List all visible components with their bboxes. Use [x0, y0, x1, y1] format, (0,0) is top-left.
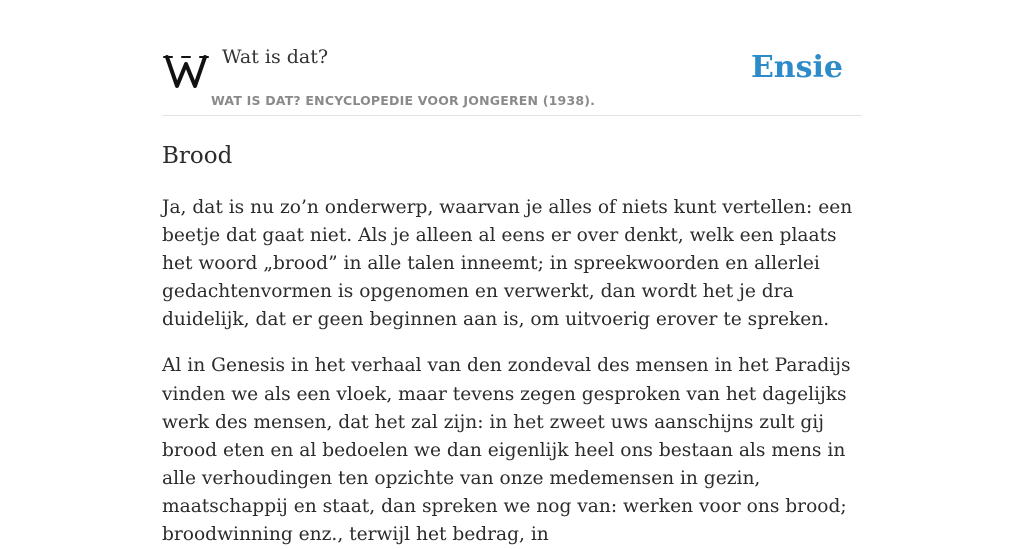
article-title: Brood — [162, 143, 233, 169]
page — [162, 0, 862, 549]
wikipedia-w-icon[interactable] — [164, 52, 208, 90]
article-paragraph: Al in Genesis in het verhaal van den zondeval des mensen in het Paradijs vinden we als een vloek, maar tevens zegen gesproken van het dagelijks werk des mensen, dat het zal zijn: in het zweet uws aanschijns zult gij brood eten en al bedoelen we dan eigenlijk heel ons bestaan als mens in alle verhoudingen ten opzichte van onze medemensen in gezin, maatschappij en staat, dan spreken we nog van: werken voor ons brood; broodwinning enz., terwijl het bedrag, in — [162, 355, 851, 546]
header — [162, 0, 862, 116]
source-subtitle: WAT IS DAT? ENCYCLOPEDIE VOOR JONGEREN (1938). — [211, 93, 596, 108]
ensie-brand-link[interactable]: Ensie — [750, 50, 843, 85]
article-paragraph: Ja, dat is nu zo’n onderwerp, waarvan je alles of niets kunt vertellen: een beetje dat gaat niet. Als je alleen al eens er over denkt, welk een plaats het woord „brood” in alle talen inneemt; in spreekwoorden en allerlei gedachtenvormen is opgenomen en verwerkt, dan wordt het je dra duidelijk, dat er geen beginnen aan is, om uitvoerig erover te spreken. — [162, 197, 853, 331]
site-title[interactable]: Wat is dat? — [222, 46, 329, 68]
